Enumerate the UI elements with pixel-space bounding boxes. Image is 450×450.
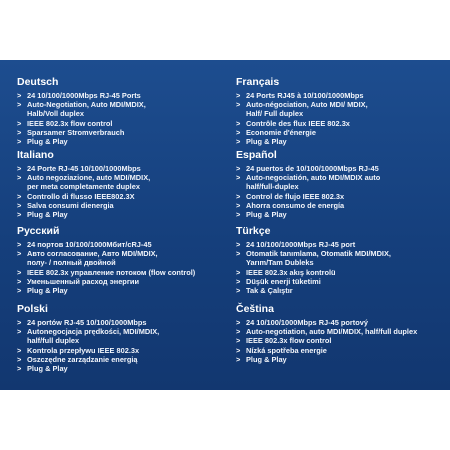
feature-item: > Уменьшенный расход энергии [17,277,228,286]
feature-list [236,91,443,146]
feature-item: > Control de flujo IEEE 802.3x [236,192,443,201]
feature-item: > Oszczędne zarządzanie energią [17,355,228,364]
feature-item: > Sparsamer Stromverbrauch [17,128,228,137]
feature-item: > 24 10/100/1000Mbps RJ-45 Ports [17,91,228,100]
feature-list [17,318,228,373]
language-block [236,76,443,149]
feature-item: > Nízká spotřeba energie [236,346,443,355]
specification-panel [0,60,450,390]
language-heading: Русский [17,225,60,237]
language-block [236,149,443,225]
feature-list [17,164,228,219]
feature-item: > Auto-negociatión, auto MDI/MDIX auto half/full-duplex [236,173,443,191]
feature-item: > Salva consumi dienergia [17,201,228,210]
feature-list [17,91,228,146]
feature-item: > Plug & Play [17,364,228,373]
feature-list [236,318,443,364]
feature-item: > Plug & Play [17,137,228,146]
right-column [236,76,443,383]
feature-item: > Plug & Play [17,210,228,219]
left-column [17,76,228,383]
feature-item: > IEEE 802.3x flow control [236,336,443,345]
language-grid [17,76,444,383]
feature-item: > Ahorra consumo de energía [236,201,443,210]
language-block [236,225,443,303]
language-block [236,303,443,383]
feature-item: > 24 puertos de 10/100/1000Mbps RJ-45 [236,164,443,173]
language-heading: Polski [17,303,48,315]
feature-item: > Plug & Play [236,210,443,219]
feature-item: > 24 портов 10/100/1000Мбит/cRJ-45 [17,240,228,249]
feature-item: > 24 Porte RJ-45 10/100/1000Mbps [17,164,228,173]
feature-item: > Plug & Play [17,286,228,295]
feature-item: > Kontrola przepływu IEEE 802.3x [17,346,228,355]
feature-item: > 24 portów RJ-45 10/100/1000Mbps [17,318,228,327]
feature-list [236,240,443,295]
language-block [17,225,228,303]
feature-item: > IEEE 802.3x управление потоком (flow control) [17,268,228,277]
feature-item: > Auto-négociation, Auto MDI/ MDIX, Half/ Full duplex [236,100,443,118]
feature-item: > Plug & Play [236,355,443,364]
feature-item: > Autonegocjacja prędkości, MDI/MDIX, half/full duplex [17,327,228,345]
language-block [17,149,228,225]
feature-item: > IEEE 802.3x flow control [17,119,228,128]
feature-item: > 24 Ports RJ45 à 10/100/1000Mbps [236,91,443,100]
language-heading: Deutsch [17,76,59,88]
feature-item: > Auto-negotiation, auto MDI/MDIX, half/full duplex [236,327,443,336]
feature-item: > Auto negoziazione, auto MDI/MDIX, per meta completamente duplex [17,173,228,191]
feature-item: > Авто согласование, Авто MDI/MDIX, полу- / полный двойной [17,249,228,267]
language-block [17,303,228,383]
language-block [17,76,228,149]
feature-list [236,164,443,219]
feature-item: > Tak & Çalıştır [236,286,443,295]
feature-item: > IEEE 802.3x akış kontrolü [236,268,443,277]
feature-item: > Otomatik tanımlama, Otomatik MDI/MDIX, Yarım/Tam Dubleks [236,249,443,267]
language-heading: Türkçe [236,225,271,237]
language-heading: Français [236,76,280,88]
feature-item: > Contrôle des flux IEEE 802.3x [236,119,443,128]
language-heading: Čeština [236,303,274,315]
feature-item: > 24 10/100/1000Mbps RJ-45 portový [236,318,443,327]
language-heading: Español [236,149,277,161]
feature-item: > Düşük enerji tüketimi [236,277,443,286]
feature-item: > Plug & Play [236,137,443,146]
feature-item: > 24 10/100/1000Mbps RJ-45 port [236,240,443,249]
feature-item: > Controllo di flusso IEEE802.3X [17,192,228,201]
feature-item: > Auto-Negotiation, Auto MDI/MDIX, Halb/Voll duplex [17,100,228,118]
feature-item: > Economie d'énergie [236,128,443,137]
language-heading: Italiano [17,149,54,161]
feature-list [17,240,228,295]
